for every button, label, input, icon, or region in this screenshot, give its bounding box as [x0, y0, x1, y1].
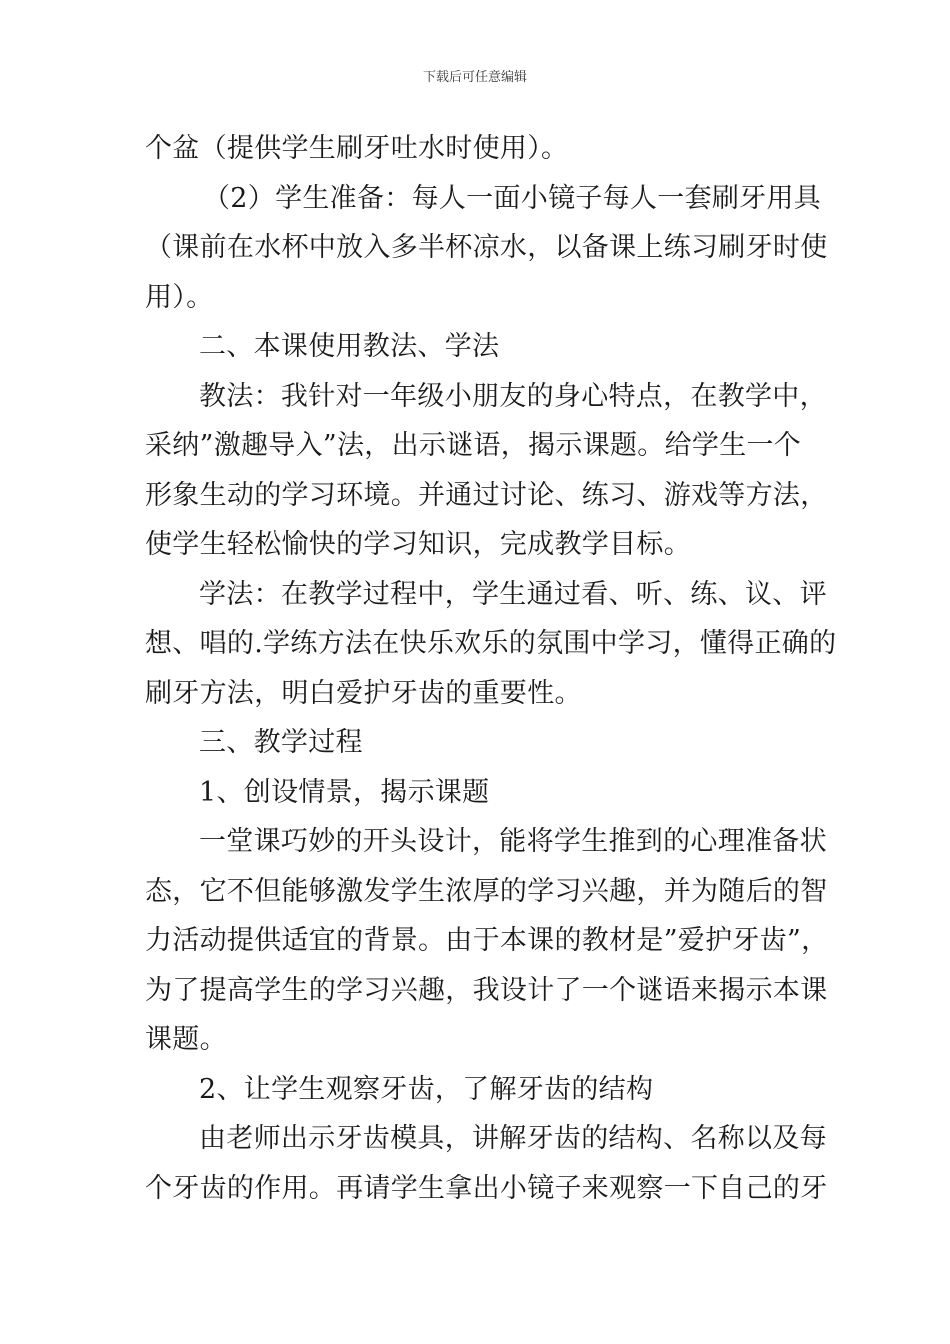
section-heading: 二、本课使用教法、学法 — [199, 331, 500, 362]
subsection-heading: 2、让学生观察牙齿，了解牙齿的结构 — [199, 1073, 654, 1105]
text-line: 态，它不但能够激发学生浓厚的学习兴趣，并为随后的智 — [145, 875, 828, 907]
document-body — [145, 124, 837, 1213]
text-line: 形象生动的学习环境。并通过讨论、练习、游戏等方法， — [145, 479, 828, 511]
text-line: 个牙齿的作用。再请学生拿出小镜子来观察一下自己的牙 — [145, 1172, 828, 1204]
text-line: 一堂课巧妙的开头设计，能将学生推到的心理准备状 — [199, 826, 827, 857]
text-line: 想、唱的.学练方法在快乐欢乐的氛围中学习，懂得正确的 — [145, 628, 837, 659]
text-line: 课题。 — [145, 1024, 227, 1055]
text-line: （课前在水杯中放入多半杯凉水，以备课上练习刷牙时使 — [145, 232, 828, 263]
text-line: （2）学生准备：每人一面小镜子每人一套刷牙用具 — [203, 182, 822, 214]
text-line: 使学生轻松愉快的学习知识，完成教学目标。 — [145, 529, 691, 560]
subsection-heading: 1、创设情景，揭示课题 — [199, 776, 490, 808]
text-line: 用）。 — [145, 281, 214, 313]
section-heading: 三、教学过程 — [199, 727, 363, 758]
text-line: 教法：我针对一年级小朋友的身心特点，在教学中， — [199, 380, 827, 412]
text-line: 力活动提供适宜的背景。由于本课的教材是”爱护牙齿”， — [145, 925, 829, 956]
text-line: 刷牙方法，明白爱护牙齿的重要性。 — [145, 677, 582, 709]
text-line: 学法：在教学过程中，学生通过看、听、练、议、评 — [199, 578, 827, 610]
text-line: 采纳”激趣导入”法，出示谜语，揭示课题。给学生一个 — [145, 430, 802, 461]
text-line: 为了提高学生的学习兴趣，我设计了一个谜语来揭示本课 — [145, 974, 828, 1006]
text-line: 个盆（提供学生刷牙吐水时使用）。 — [145, 133, 569, 164]
text-line: 由老师出示牙齿模具，讲解牙齿的结构、名称以及每 — [199, 1123, 827, 1154]
page-header: 下载后可任意编辑 — [422, 70, 527, 85]
